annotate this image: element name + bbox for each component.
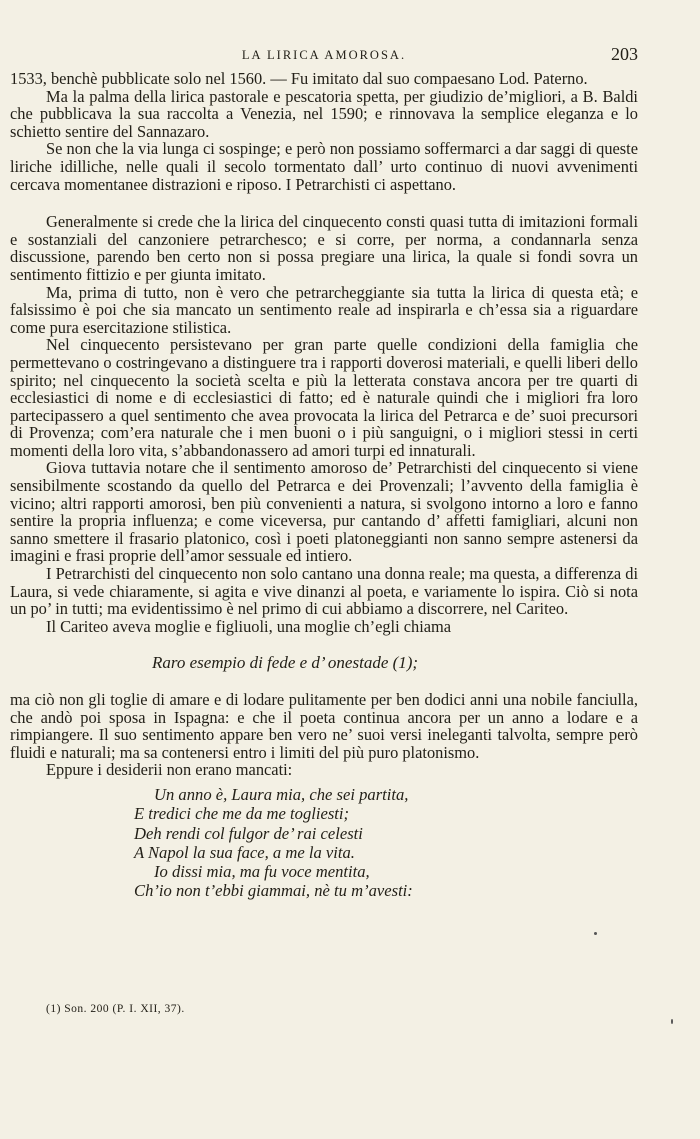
poem-line: Io dissi mia, ma fu voce mentita, [154,862,370,882]
poem-line: Deh rendi col fulgor de’ rai celesti [134,823,363,843]
poem-line: Un anno è, Laura mia, che sei partita, [154,784,409,804]
body-text [10,70,638,901]
paragraph: Generalmente si crede che la lirica del cinquecento consti quasi tutta di imitazioni formali e sostanziali del canzoniere petrarchesco; e si corre, per norma, a condannarla senza discussione, parendo ben certo non si possa pregiare una lirica, la quale si fondi sovra un sentimento fittizio e per giunta imitato. [10,212,638,284]
paragraph: Giova tuttavia notare che il sentimento amoroso de’ Petrarchisti del cinquecento si viene sensibilmente scostando da quello del Petrarca e dei Provenzali; l’avvento della famiglia è vicino; altri rapporti amorosi, ben più convenienti a natura, si svolgono intorno a loro e fanno sentire la propria influenza; e come viceversa, pur cantando d’ affetti famigliari, alcuni non sanno smettere il frasario platonico, così i poeti platoneggianti non sanno sempre astenersi da imagini e frasi proprie dell’amor sessuale ed intiero. [10,458,638,566]
footnote: (1) Son. 200 (P. I. XII, 37). [46,1003,185,1015]
paragraph: Se non che la via lunga ci sospinge; e però non possiamo soffermarci a dar saggi di queste liriche idilliche, nelle quali il secolo tormentato dall’ urto continuo di nuovi avvenimenti cercava momentanee distrazioni e riposo. I Petrarchisti ci aspettano. [10,139,638,194]
paragraph: Il Cariteo aveva moglie e figliuoli, una moglie ch’egli chiama [46,616,452,636]
running-title: LA LIRICA AMOROSA. [241,48,407,62]
poem-line: Ch’io non t’ebbi giammai, nè tu m’avesti: [134,881,413,901]
paragraph: 1533, benchè pubblicate solo nel 1560. — Fu imitato dal suo compaesano Lod. Paterno. [10,69,588,88]
paragraph: Nel cinquecento persistevano per gran parte quelle condizioni della famiglia che permettevano o costringevano a distinguere tra i rapporti doverosi materiali, e quelli liberi dello spirito; nel cinquecento la società scelta e più la letterata constava ancora per tre quarti di ecclesiastici di nome e di ecclesiastici di fatto; ed è naturale quindi che i migliori fra loro partecipassero a quel sentimento che avea provocata la lirica del Petrarca e de’ suoi precursori di Provenza; com’era naturale che i men buoni o i più sanguigni, o i migliori stessi in certi momenti della loro vita, s’abbandonassero ad amori turpi ed innaturali. [10,335,638,460]
page-number: 203 [611,44,638,64]
paragraph: Ma, prima di tutto, non è vero che petrarcheggiante sia tutta la lirica di questa età; e falsissimo è poi che sia mancato un sentimento reale ad inspirarla e ch’essa sia a riguardare come pura esercitazione stilistica. [10,282,638,337]
paragraph: ma ciò non gli toglie di amare e di lodare pulitamente per ben dodici anni una nobile fanciulla, che andò poi sposa in Ispagna: e che il poeta continua ancora per un anno a lodare e a rimpiangere. Il suo sentimento appare ben vero ne’ suoi versi ineleganti talvolta, sempre però fluidi e naturali; ma sa contenersi entro i limiti del più puro platonismo. [10,690,638,762]
ink-speck [594,932,597,935]
quoted-verse: Raro esempio di fede e d’ onestade (1); [152,653,419,673]
poem-line: A Napol la sua face, a me la vita. [134,842,355,862]
paragraph: I Petrarchisti del cinquecento non solo cantano una donna reale; ma questa, a differenza di Laura, si vede chiaramente, si agita e vive dinanzi al poeta, e variamente lo ispira. Ciò si nota un po’ in tutti; ma evidentissimo è nel primo di cui abbiamo a discorrere, nel Cariteo. [10,564,638,619]
ink-speck [671,1019,673,1024]
page-header [10,44,638,66]
paragraph: Ma la palma della lirica pastorale e pescatoria spetta, per giudizio de’migliori, a B. Baldi che pubblicava la sua raccolta a Venezia, nel 1590; e rinnovava la semplice eleganza e lo schietto sentire del Sannazaro. [10,86,638,141]
poem-line: E tredici che me da me togliesti; [134,804,350,824]
paragraph: Eppure i desiderii non erano mancati: [46,760,293,780]
poem-stanza [134,785,638,901]
